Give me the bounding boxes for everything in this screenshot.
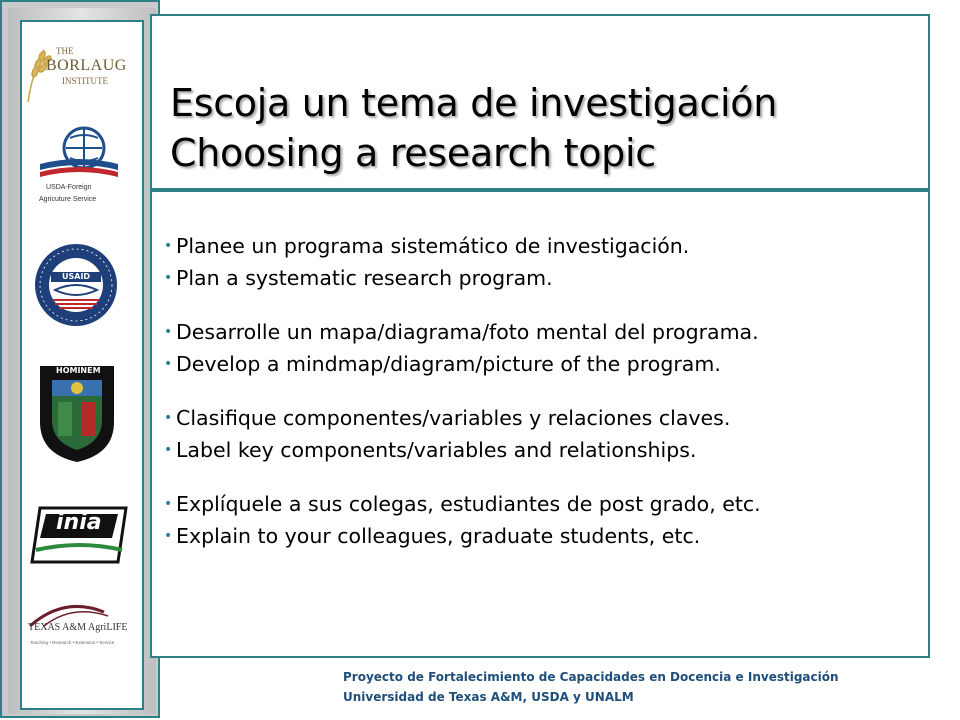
borlaug-the: THE <box>56 46 74 56</box>
bullet-item: • Plan a systematic research program. <box>164 262 761 294</box>
title-line-english: Choosing a research topic <box>170 131 656 175</box>
bullet-item: • Label key components/variables and relationships. <box>164 434 761 466</box>
usda-caption-2: Agricuture Service <box>39 196 97 203</box>
borlaug-name: BORLAUG <box>46 57 127 74</box>
footer-line-1: Proyecto de Fortalecimiento de Capacidades en Docencia e Investigación <box>343 670 839 684</box>
usaid-seal-logo <box>33 242 119 328</box>
inia-name: inia <box>56 510 102 535</box>
unalm-top-text: HOMINEM <box>56 366 101 375</box>
texas-am-agrilife-logo <box>24 598 140 656</box>
bullet-item: • Explíquele a sus colegas, estudiantes de post grado, etc. <box>164 488 761 520</box>
globe-icon <box>34 124 124 184</box>
inia-logo <box>30 500 130 570</box>
slide-title <box>170 78 777 178</box>
borlaug-institute-logo <box>20 44 138 104</box>
bullet-item: • Desarrolle un mapa/diagrama/foto mental del programa. <box>164 316 761 348</box>
content-panel <box>150 192 930 658</box>
bullet-item: • Clasifique componentes/variables y relaciones claves. <box>164 402 761 434</box>
slide-footer <box>343 667 839 707</box>
borlaug-institute: INSTITUTE <box>62 76 108 86</box>
title-panel <box>150 14 930 194</box>
bullet-list <box>164 230 761 552</box>
agrilife-tagline: Teaching • Research • Extension • Service <box>30 640 115 645</box>
title-line-spanish: Escoja un tema de investigación <box>170 81 778 125</box>
shield-icon <box>38 362 116 464</box>
bullet-item: • Planee un programa sistemático de investigación. <box>164 230 761 262</box>
usaid-seal-icon <box>33 242 119 328</box>
agrilife-name: TEXAS A&M AgriLIFE <box>28 622 128 633</box>
footer-line-2: Universidad de Texas A&M, USDA y UNALM <box>343 690 634 704</box>
bullet-item: • Develop a mindmap/diagram/picture of the program. <box>164 348 761 380</box>
unalm-shield-logo <box>38 362 116 464</box>
bullet-item: • Explain to your colleagues, graduate students, etc. <box>164 520 761 552</box>
usaid-name: USAID <box>62 272 91 281</box>
usda-fas-logo <box>34 124 124 210</box>
usda-caption-1: USDA-Foreign <box>46 184 92 191</box>
